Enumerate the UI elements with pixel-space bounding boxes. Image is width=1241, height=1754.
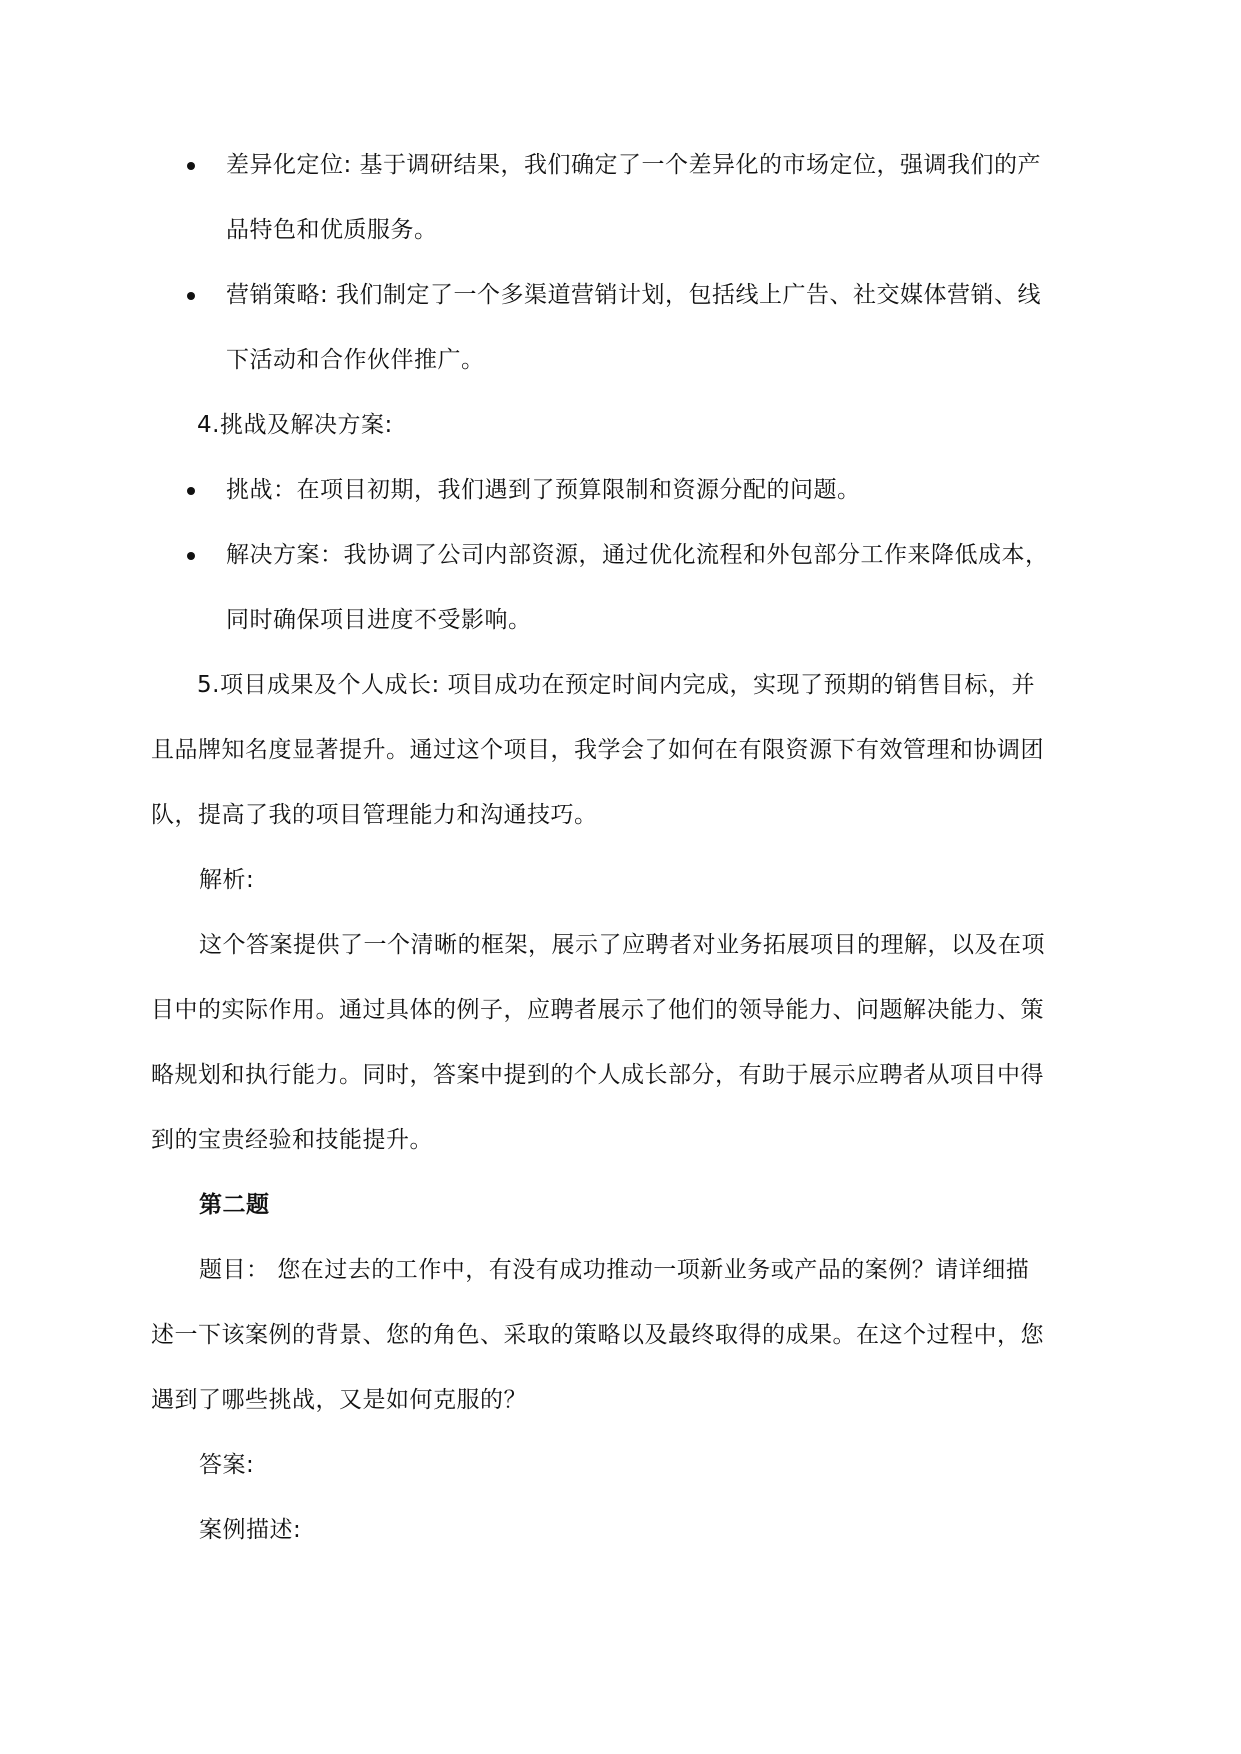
section-heading: 4.挑战及解决方案: (197, 412, 393, 438)
analysis-label: 解析: (199, 867, 255, 893)
question-line: 述一下该案例的背景、您的角色、采取的策略以及最终取得的成果。在这个过程中，您 (151, 1322, 1044, 1348)
case-label: 案例描述: (199, 1517, 302, 1543)
bullet-text: 挑战：在项目初期，我们遇到了预算限制和资源分配的问题。 (226, 477, 861, 503)
bullet-dot (187, 292, 195, 300)
paragraph-line: 队，提高了我的项目管理能力和沟通技巧。 (151, 802, 598, 828)
bullet-dot (187, 487, 195, 495)
bullet-text-continued: 品特色和优质服务。 (226, 217, 438, 243)
bullet-text: 营销策略: 我们制定了一个多渠道营销计划，包括线上广告、社交媒体营销、线 (226, 282, 1042, 308)
paragraph-line: 这个答案提供了一个清晰的框架，展示了应聘者对业务拓展项目的理解，以及在项 (199, 932, 1045, 958)
question-line: 遇到了哪些挑战，又是如何克服的？ (151, 1387, 527, 1413)
bullet-text-continued: 下活动和合作伙伴推广。 (226, 347, 485, 373)
bullet-text: 差异化定位: 基于调研结果，我们确定了一个差异化的市场定位，强调我们的产 (226, 152, 1042, 178)
paragraph-line: 5.项目成果及个人成长: 项目成功在预定时间内完成，实现了预期的销售目标，并 (197, 672, 1036, 698)
paragraph-line: 略规划和执行能力。同时，答案中提到的个人成长部分，有助于展示应聘者从项目中得 (151, 1062, 1044, 1088)
bullet-dot (187, 162, 195, 170)
bullet-dot (187, 552, 195, 560)
answer-label: 答案: (199, 1452, 255, 1478)
question-title: 第二题 (199, 1192, 270, 1218)
paragraph-line: 目中的实际作用。通过具体的例子，应聘者展示了他们的领导能力、问题解决能力、策 (151, 997, 1044, 1023)
paragraph-line: 且品牌知名度显著提升。通过这个项目，我学会了如何在有限资源下有效管理和协调团 (151, 737, 1044, 763)
bullet-text-continued: 同时确保项目进度不受影响。 (226, 607, 532, 633)
bullet-text: 解决方案：我协调了公司内部资源，通过优化流程和外包部分工作来降低成本， (226, 542, 1049, 568)
paragraph-line: 到的宝贵经验和技能提升。 (151, 1127, 433, 1153)
question-line: 题目： 您在过去的工作中，有没有成功推动一项新业务或产品的案例？请详细描 (199, 1257, 1030, 1283)
